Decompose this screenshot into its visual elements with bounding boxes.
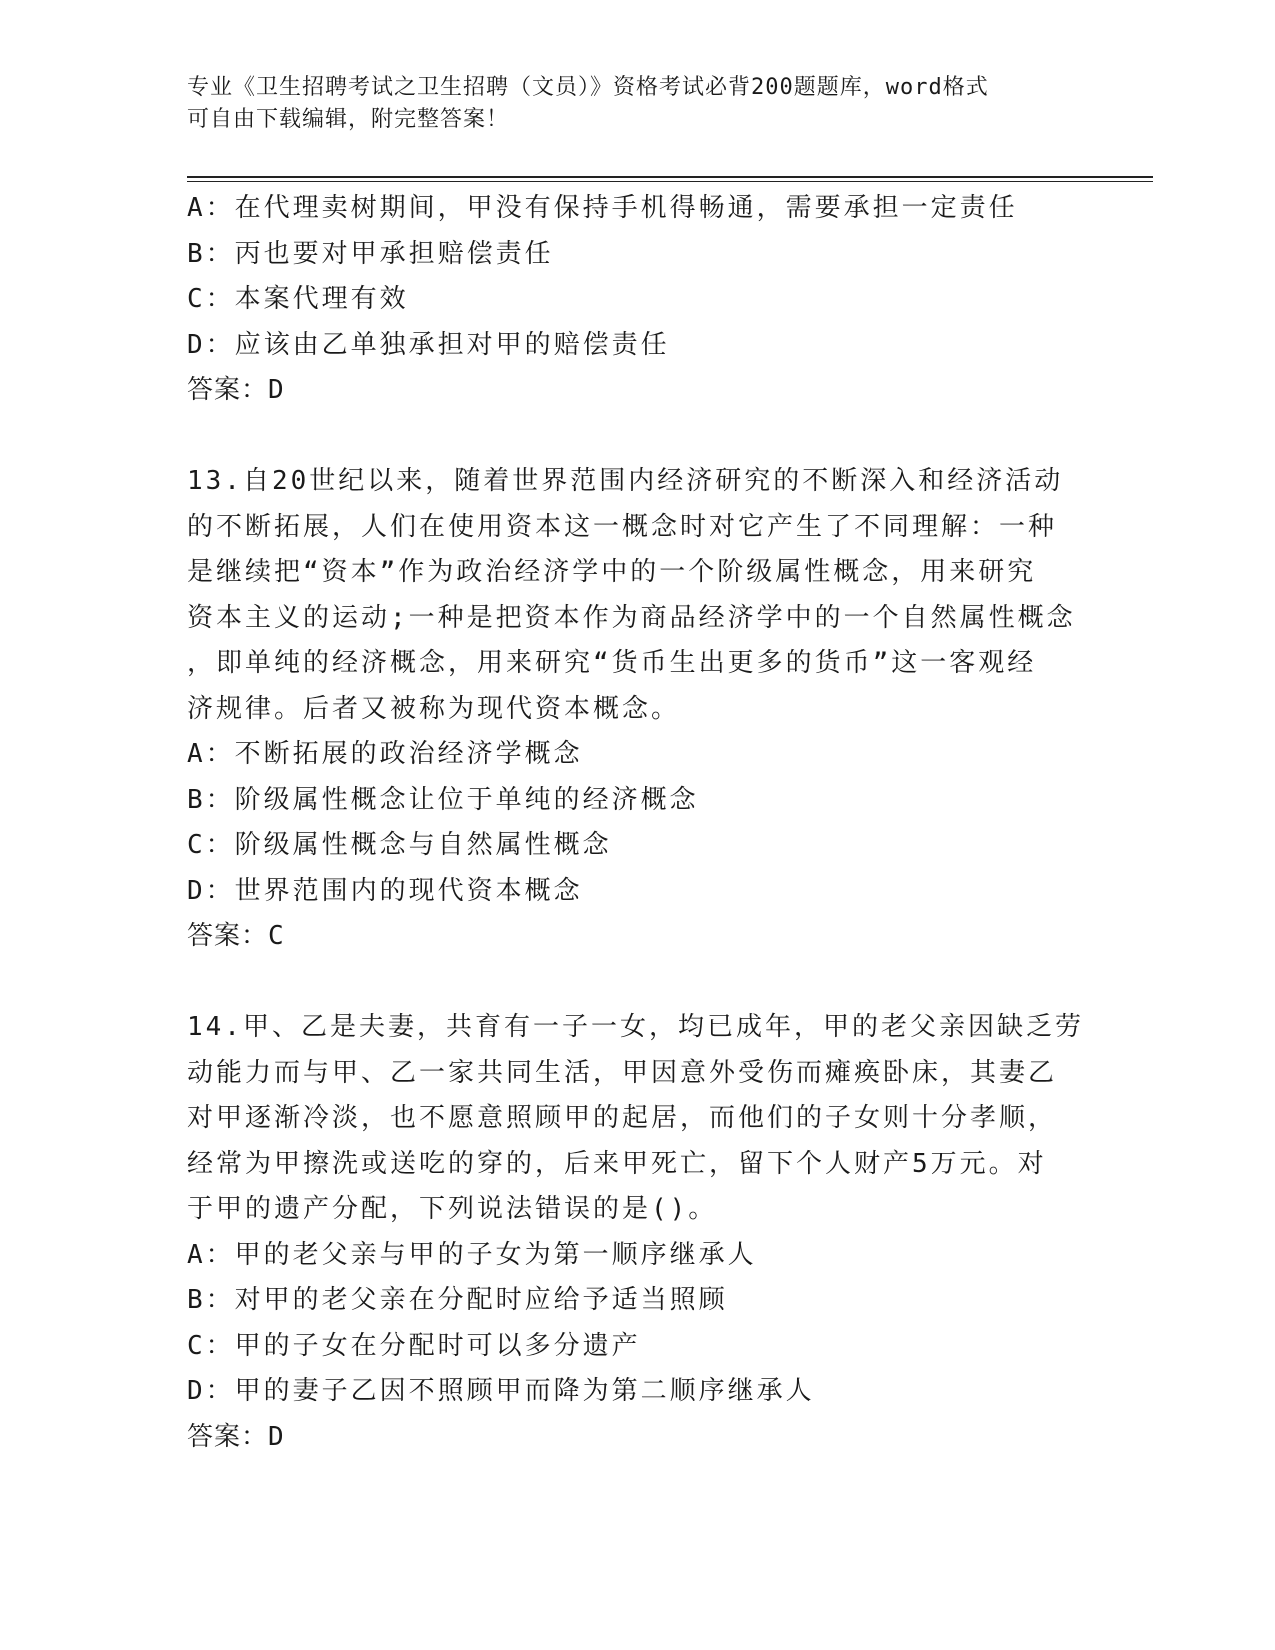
option-d: D：甲的妻子乙因不照顾甲而降为第二顺序继承人 (187, 1376, 815, 1406)
question-stem-line: 14.甲、乙是夫妻，共育有一子一女，均已成年，甲的老父亲因缺乏劳 (187, 1012, 1084, 1042)
option-c: C：阶级属性概念与自然属性概念 (187, 830, 612, 860)
question-stem-line: ，即单纯的经济概念，用来研究“货币生出更多的货币”这一客观经 (187, 648, 1037, 678)
question-stem-line: 对甲逐渐冷淡，也不愿意照顾甲的起居，而他们的子女则十分孝顺， (187, 1103, 1058, 1133)
option-b: B：对甲的老父亲在分配时应给予适当照顾 (187, 1285, 728, 1315)
answer-line: 答案：D (187, 375, 285, 405)
answer-line: 答案：C (187, 921, 285, 951)
answer-line: 答案：D (187, 1421, 285, 1452)
header-divider-thin (187, 181, 1153, 182)
option-c: C：甲的子女在分配时可以多分遗产 (187, 1330, 641, 1361)
header-divider (187, 176, 1153, 178)
option-a: A：甲的老父亲与甲的子女为第一顺序继承人 (187, 1239, 757, 1270)
question-stem-line: 是继续把“资本”作为政治经济学中的一个阶级属性概念，用来研究 (187, 557, 1037, 587)
spacer (187, 414, 1087, 460)
option-b: B：阶级属性概念让位于单纯的经济概念 (187, 784, 699, 815)
spacer (187, 960, 1087, 1006)
question-14-block (187, 1005, 1087, 1460)
option-b: B：丙也要对甲承担赔偿责任 (187, 238, 554, 269)
question-stem-line: 经常为甲擦洗或送吃的穿的，后来甲死亡，留下个人财产5万元。对 (187, 1148, 1047, 1179)
document-body (187, 186, 1087, 1460)
header-line: 专业《卫生招聘考试之卫生招聘（文员）》资格考试必背200题题库，word格式 (187, 75, 989, 100)
option-c: C：本案代理有效 (187, 284, 409, 314)
question-12-block (187, 186, 1087, 414)
question-stem-line: 资本主义的运动;一种是把资本作为商品经济学中的一个自然属性概念 (187, 602, 1076, 633)
option-a: A：在代理卖树期间，甲没有保持手机得畅通，需要承担一定责任 (187, 193, 1018, 223)
header-line: 可自由下载编辑，附完整答案！ (187, 107, 510, 132)
option-d: D：应该由乙单独承担对甲的赔偿责任 (187, 329, 670, 360)
question-stem-line: 于甲的遗产分配，下列说法错误的是()。 (187, 1194, 718, 1224)
question-stem-line: 13.自20世纪以来，随着世界范围内经济研究的不断深入和经济活动 (187, 466, 1064, 496)
option-d: D：世界范围内的现代资本概念 (187, 875, 583, 906)
option-a: A：不断拓展的政治经济学概念 (187, 739, 583, 769)
question-13-block (187, 459, 1087, 960)
document-header (187, 72, 1087, 136)
question-stem-line: 动能力而与甲、乙一家共同生活，甲因意外受伤而瘫痪卧床，其妻乙 (187, 1057, 1058, 1088)
question-stem-line: 的不断拓展，人们在使用资本这一概念时对它产生了不同理解：一种 (187, 511, 1058, 542)
question-stem-line: 济规律。后者又被称为现代资本概念。 (187, 693, 681, 724)
